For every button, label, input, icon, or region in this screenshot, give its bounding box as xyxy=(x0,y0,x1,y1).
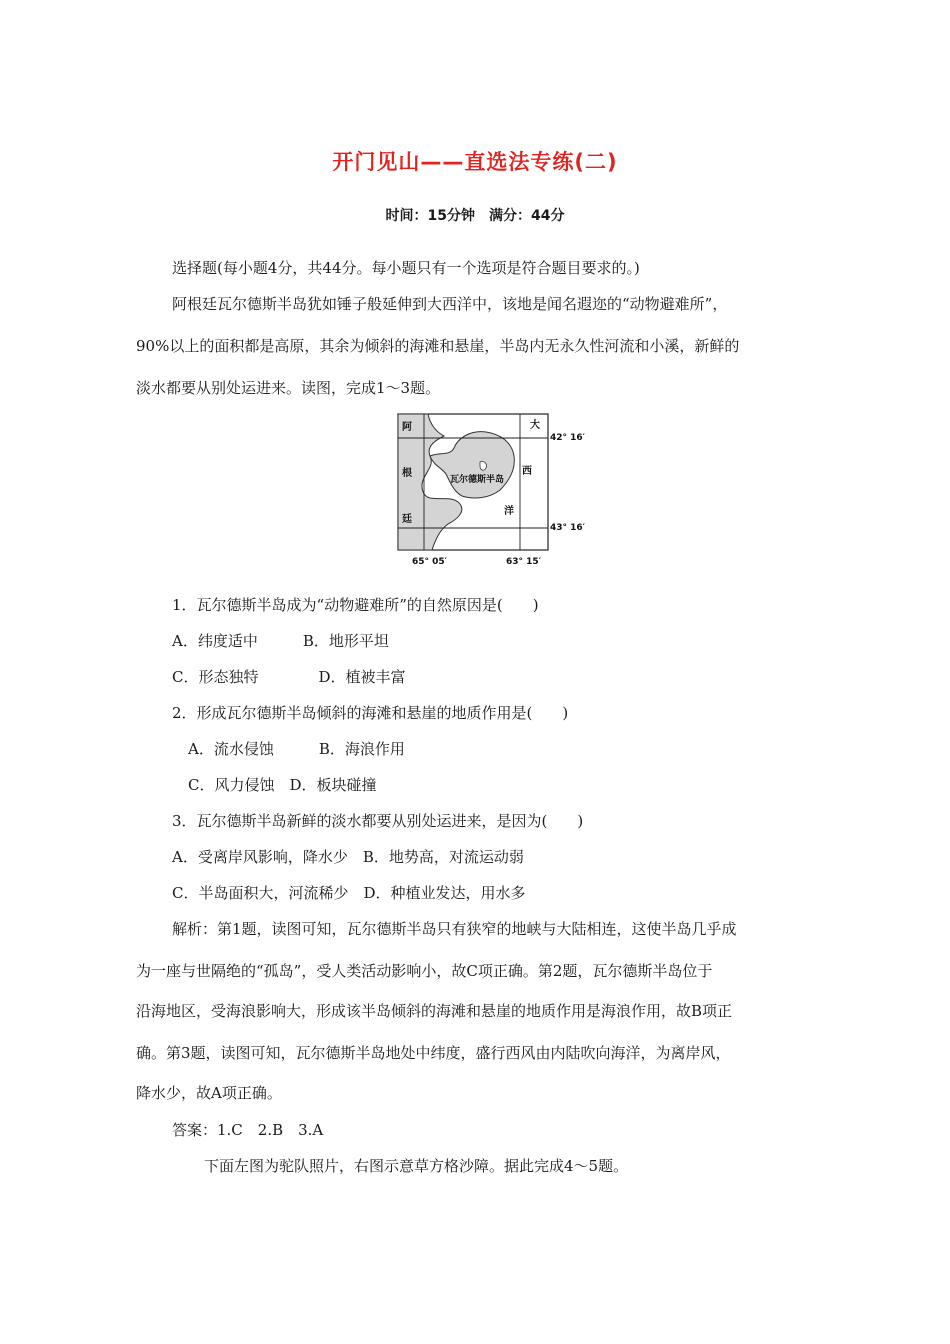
passage-line: 阿根廷瓦尔德斯半岛犹如锤子般延伸到大西洋中，该地是闻名遐迩的“动物避难所”， xyxy=(172,295,728,313)
question-2-options-a-b: A．流水侵蚀 B．海浪作用 xyxy=(188,740,405,758)
analysis-line: 沿海地区，受海浪影响大，形成该半岛倾斜的海滩和悬崖的地质作用是海浪作用，故B项正 xyxy=(136,1002,733,1020)
map-label-ting: 廷 xyxy=(402,514,412,525)
map-lat-bottom: 43° 16′ xyxy=(550,523,586,533)
question-3-options-c-d: C．半岛面积大，河流稀少 D．种植业发达，用水多 xyxy=(172,884,526,902)
next-section-intro: 下面左图为驼队照片，右图示意草方格沙障。据此完成4～5题。 xyxy=(204,1157,629,1175)
map-label-yang: 洋 xyxy=(504,506,514,517)
instructions: 选择题(每小题4分，共44分。每小题只有一个选项是符合题目要求的。) xyxy=(172,259,640,277)
page-title: 开门见山——直选法专练(二) xyxy=(332,150,618,174)
lagoon-shape xyxy=(480,461,487,470)
analysis-line: 降水少，故A项正确。 xyxy=(136,1084,282,1102)
map-lat-top: 42° 16′ xyxy=(550,433,586,443)
map-label-xi: 西 xyxy=(522,466,532,477)
map-label-da: 大 xyxy=(530,420,540,431)
question-1-options-a-b: A．纬度适中 B．地形平坦 xyxy=(172,632,389,650)
map-label-a: 阿 xyxy=(402,422,412,433)
question-2-options-c-d: C．风力侵蚀 D．板块碰撞 xyxy=(188,776,377,794)
passage-line: 90%以上的面积都是高原，其余为倾斜的海滩和悬崖，半岛内无永久性河流和小溪，新鲜的 xyxy=(136,337,740,355)
map-label-gen: 根 xyxy=(402,468,412,479)
passage-line: 淡水都要从别处运进来。读图，完成1～3题。 xyxy=(136,379,441,397)
analysis-line: 为一座与世隔绝的“孤岛”，受人类活动影响小，故C项正确。第2题，瓦尔德斯半岛位于 xyxy=(136,962,713,980)
question-1-options-c-d: C．形态独特 D．植被丰富 xyxy=(172,668,406,686)
analysis-line: 确。第3题，读图可知，瓦尔德斯半岛地处中纬度，盛行西风由内陆吹向海洋，为离岸风， xyxy=(136,1044,731,1062)
question-3-options-a-b: A．受离岸风影响，降水少 B．地势高，对流运动弱 xyxy=(172,848,524,866)
question-2-stem: 2．形成瓦尔德斯半岛倾斜的海滩和悬崖的地质作用是( ) xyxy=(172,704,569,722)
answer-line: 答案：1.C 2.B 3.A xyxy=(172,1121,324,1139)
peninsula-map xyxy=(396,412,586,572)
question-1-stem: 1．瓦尔德斯半岛成为“动物避难所”的自然原因是( ) xyxy=(172,596,539,614)
time-score-info: 时间：15分钟 满分：44分 xyxy=(385,208,565,224)
map-label-peninsula: 瓦尔德斯半岛 xyxy=(450,475,505,485)
analysis-line: 解析：第1题，读图可知，瓦尔德斯半岛只有狭窄的地峡与大陆相连，这使半岛几乎成 xyxy=(172,920,737,938)
question-3-stem: 3．瓦尔德斯半岛新鲜的淡水都要从别处运进来，是因为( ) xyxy=(172,812,584,830)
map-lon-left: 65° 05′ xyxy=(412,557,448,567)
map-lon-right: 63° 15′ xyxy=(506,557,542,567)
